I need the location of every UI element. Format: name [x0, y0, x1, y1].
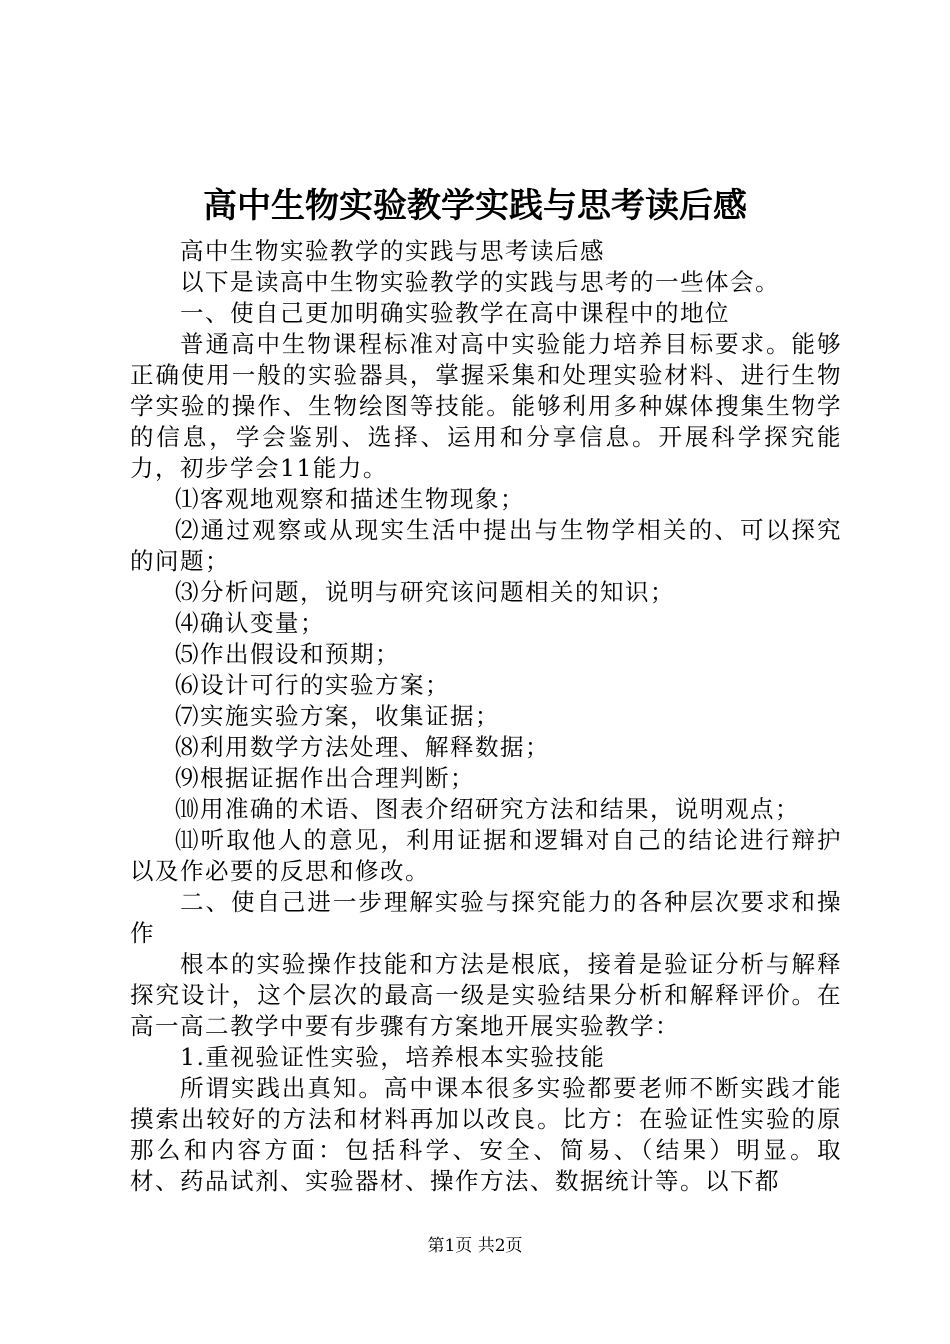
paragraph-standards: 普通高中生物课程标准对高中实验能力培养目标要求。能够正确使用一般的实验器具，掌握采集和处理实验材料、进行生物学实验的操作、生物绘图等技能。能够利用多种媒体搜集生物学的信息，学会鉴别、选择、运用和分享信息。开展科学探究能力，初步学会11能力。: [130, 330, 842, 482]
list-item: ⑾听取他人的意见，利用证据和逻辑对自己的结论进行辩护以及作必要的反思和修改。: [130, 826, 842, 885]
list-item: ⑶分析问题，说明与研究该问题相关的知识；: [175, 578, 675, 606]
section-heading-1: 一、使自己更加明确实验教学在高中课程中的地位: [180, 299, 730, 327]
list-item: ⑵通过观察或从现实生活中提出与生物学相关的、可以探究的问题；: [130, 516, 842, 575]
list-item: ⑻利用数学方法处理、解释数据；: [175, 733, 550, 761]
subsection-heading-1: 1.重视验证性实验，培养根本实验技能: [180, 1043, 606, 1071]
paragraph-practice: 所谓实践出真知。高中课本很多实验都要老师不断实践才能摸索出较好的方法和材料再加以改良。比方：在验证性实验的原那么和内容方面：包括科学、安全、简易、（结果）明显。取材、药品试剂、实验器材、操作方法、数据统计等。以下都: [130, 1074, 842, 1195]
list-item: ⑼根据证据作出合理判断；: [175, 764, 475, 792]
paragraph-intro: 以下是读高中生物实验教学的实践与思考的一些体会。: [180, 268, 780, 296]
paragraph-levels: 根本的实验操作技能和方法是根底，接着是验证分析与解释探究设计，这个层次的最高一级是实验结果分析和解释评价。在高一高二教学中要有步骤有方案地开展实验教学：: [130, 950, 842, 1040]
document-body: [130, 236, 842, 1197]
list-item: ⑴客观地观察和描述生物现象；: [175, 485, 525, 513]
list-item: ⑷确认变量；: [175, 609, 325, 637]
list-item: ⑽用准确的术语、图表介绍研究方法和结果，说明观点；: [175, 795, 800, 823]
page-footer: 第1页 共2页: [427, 1236, 523, 1256]
paragraph-subtitle: 高中生物实验教学的实践与思考读后感: [180, 237, 605, 265]
list-item: ⑺实施实验方案，收集证据；: [175, 702, 500, 730]
document-title: 高中生物实验教学实践与思考读后感: [203, 186, 747, 226]
section-heading-2: 二、使自己进一步理解实验与探究能力的各种层次要求和操作: [130, 888, 842, 947]
list-item: ⑸作出假设和预期；: [175, 640, 400, 668]
list-item: ⑹设计可行的实验方案；: [175, 671, 450, 699]
